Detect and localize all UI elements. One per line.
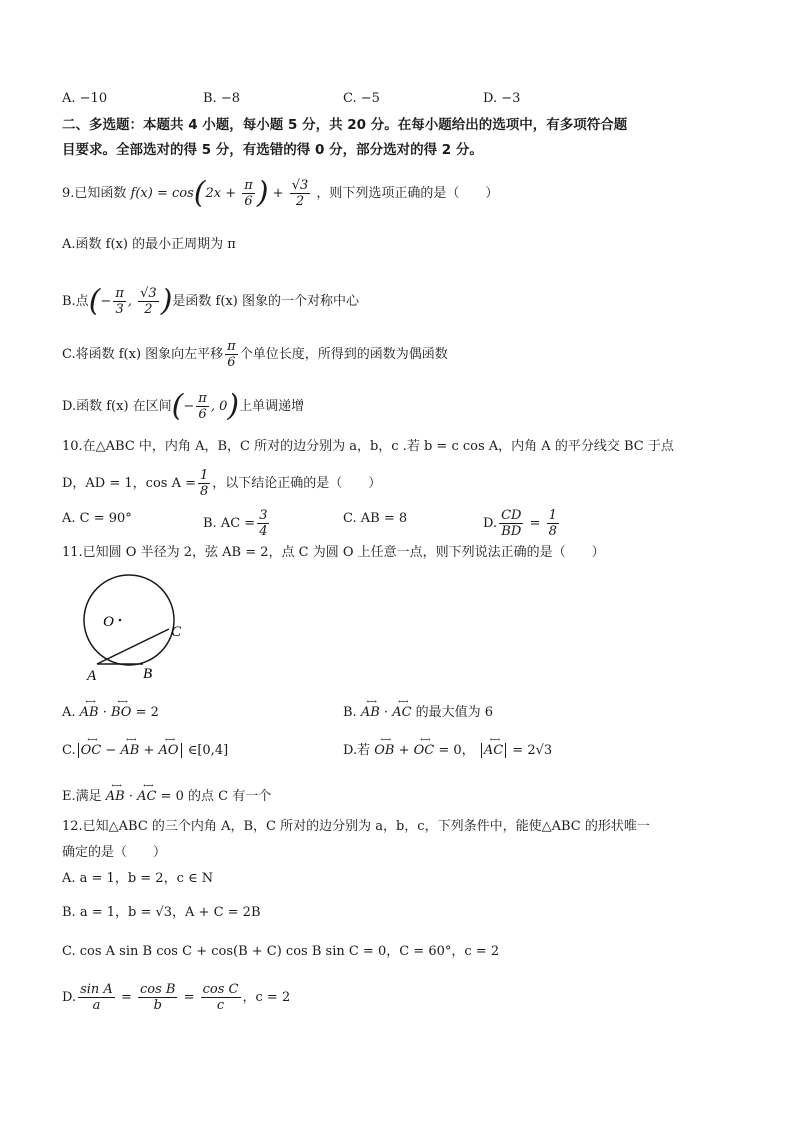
option-c-prev: C. −5	[343, 91, 380, 106]
q10-option-d: D. $\frac{CD}{BD}$ = $\frac{1}{8}$	[483, 508, 557, 539]
q11-circle-figure	[60, 570, 200, 685]
circle-o	[84, 575, 174, 665]
label-b: B	[143, 666, 153, 682]
q9-option-d: D.函数 f(x) 在区间(− $\frac{\pi}{6}$ , 0)上单调递增	[62, 388, 305, 424]
q10-option-a: A. C = 90°	[62, 511, 132, 526]
q12-stem-line1: 12.已知△ABC 的三个内角 A，B，C 所对的边分别为 a，b，c，下列条件中，能使△ABC 的形状唯一	[62, 819, 650, 834]
q11-option-d: D.若 ←→ OB + ←→ OC = 0， ←→ AC = 2√3	[343, 742, 552, 760]
q12-option-c: C. cos A sin B cos C + cos(B + C) cos B sin C = 0，C = 60°，c = 2	[62, 944, 500, 959]
q11-stem: 11.已知圆 O 半径为 2，弦 AB = 2，点 C 为圆 O 上任意一点，则下列说法正确的是（ ）	[62, 545, 605, 560]
option-b-prev: B. −8	[203, 91, 240, 106]
label-o: O	[103, 614, 114, 630]
q9-formula: f(x) = cos(2x + $\frac{\pi}{6}$ ) + $\frac{√3}{2}$	[130, 175, 309, 211]
q12-option-d: D. $\frac{\text{sin A}}{a}$ = $\frac{\text{cos B}}{b}$ = $\frac{\text{cos C}}{c}$ ，c = 2	[62, 982, 291, 1013]
q11-option-b: B. ←→ AB · ←→ AC 的最大值为 6	[343, 704, 493, 722]
q9-option-c: C.将函数 f(x) 图象向左平移 $\frac{\pi}{6}$ 个单位长度，所得到的函数为偶函数	[62, 339, 448, 370]
option-a-prev: A. −10	[62, 91, 108, 106]
q9-option-b: B.点(− $\frac{\pi}{3}$ , $\frac{√3}{2}$ )是函数 f(x) 图象的一个对称中心	[62, 283, 359, 319]
q10-stem-line2: D，AD = 1，cos A = $\frac{1}{8}$ ，以下结论正确的是（ ）	[62, 468, 382, 499]
q9-stem: 9.已知函数 f(x) = cos(2x + $\frac{\pi}{6}$ ) + $\frac{√3}{2}$ ，则下列选项正确的是（ ）	[62, 175, 499, 211]
q10-stem-line1: 10.在△ABC 中，内角 A，B，C 所对的边分别为 a，b，c .若 b = c cos A，内角 A 的平分线交 BC 于点	[62, 439, 674, 454]
q11-option-a: A. ←→ AB · ←→ BO = 2	[62, 704, 159, 722]
label-a: A	[87, 668, 97, 684]
q10-option-b: B. AC = $\frac{3}{4}$	[203, 508, 268, 539]
q12-option-a: A. a = 1，b = 2，c ∈ N	[62, 871, 214, 886]
q11-option-c: C.←→ OC − ←→ AB + ←→ AO ∈[0,4]	[62, 742, 228, 760]
option-d-prev: D. −3	[483, 91, 521, 106]
chord-ac	[97, 629, 169, 664]
label-c: C	[171, 624, 182, 640]
q9-option-a: A.函数 f(x) 的最小正周期为 π	[62, 237, 236, 252]
section-title-line2: 目要求。全部选对的得 5 分，有选错的得 0 分，部分选对的得 2 分。	[62, 142, 483, 158]
section-title-line1: 二、多选题：本题共 4 小题，每小题 5 分，共 20 分。在每小题给出的选项中，有多项符合题	[62, 117, 628, 133]
center-dot	[119, 619, 122, 622]
q12-option-b: B. a = 1，b = √3，A + C = 2B	[62, 905, 261, 920]
q11-option-e: E.满足 ←→ AB · ←→ AC = 0 的点 C 有一个	[62, 788, 271, 806]
q10-option-c: C. AB = 8	[343, 511, 408, 526]
q12-stem-line2: 确定的是（ ）	[62, 845, 167, 860]
